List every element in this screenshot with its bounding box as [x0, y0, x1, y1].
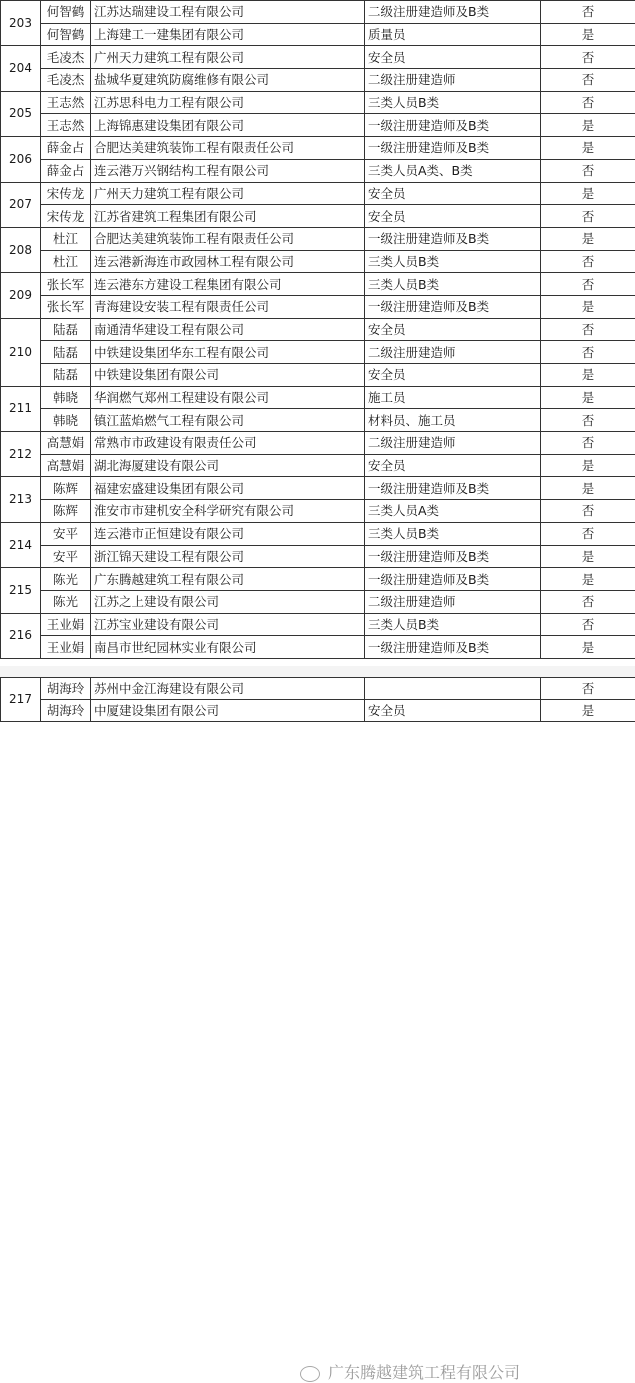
role-category: 安全员: [365, 46, 541, 69]
status-flag: 否: [541, 678, 635, 700]
company-name: 广州天力建筑工程有限公司: [91, 46, 365, 69]
company-name: 江苏之上建设有限公司: [91, 590, 365, 613]
table-row: [1, 250, 635, 273]
role-category: 二级注册建造师: [365, 341, 541, 364]
role-category: 一级注册建造师及B类: [365, 636, 541, 659]
company-name: 合肥达美建筑装饰工程有限责任公司: [91, 137, 365, 160]
row-number: 217: [1, 678, 41, 722]
status-flag: 否: [541, 1, 635, 24]
wechat-icon: [300, 1366, 320, 1382]
table-row: [1, 700, 635, 722]
company-name: 南昌市世纪园林实业有限公司: [91, 636, 365, 659]
table-row: [1, 46, 635, 69]
role-category: 三类人员B类: [365, 522, 541, 545]
table-row: [1, 159, 635, 182]
role-category: 二级注册建造师: [365, 432, 541, 455]
person-name: 高慧娟: [41, 454, 91, 477]
table-row: [1, 205, 635, 228]
company-name: 连云港万兴钢结构工程有限公司: [91, 159, 365, 182]
role-category: 一级注册建造师及B类: [365, 227, 541, 250]
watermark: [300, 1360, 520, 1383]
person-name: 宋传龙: [41, 182, 91, 205]
company-name: 连云港市正恒建设有限公司: [91, 522, 365, 545]
row-number: 209: [1, 273, 41, 318]
person-name: 陆磊: [41, 364, 91, 387]
status-flag: 否: [541, 613, 635, 636]
person-name: 高慧娟: [41, 432, 91, 455]
status-flag: 否: [541, 500, 635, 523]
person-name: 胡海玲: [41, 700, 91, 722]
status-flag: 是: [541, 636, 635, 659]
table-row: [1, 182, 635, 205]
table-row: [1, 432, 635, 455]
company-name: 华润燃气郑州工程建设有限公司: [91, 386, 365, 409]
person-name: 韩晓: [41, 386, 91, 409]
company-name: 青海建设安装工程有限责任公司: [91, 295, 365, 318]
table-row: [1, 273, 635, 296]
table-row: [1, 454, 635, 477]
status-flag: 是: [541, 364, 635, 387]
row-number: 211: [1, 386, 41, 431]
status-flag: 是: [541, 386, 635, 409]
row-number: 216: [1, 613, 41, 658]
person-name: 何智鹤: [41, 1, 91, 24]
company-name: 浙江锦天建设工程有限公司: [91, 545, 365, 568]
role-category: 二级注册建造师: [365, 69, 541, 92]
row-number: 205: [1, 91, 41, 136]
company-name: 广州天力建筑工程有限公司: [91, 182, 365, 205]
table-row: [1, 1, 635, 24]
status-flag: 否: [541, 273, 635, 296]
role-category: 二级注册建造师: [365, 590, 541, 613]
table-row: [1, 613, 635, 636]
table-row: [1, 409, 635, 432]
table-row: [1, 295, 635, 318]
role-category: 一级注册建造师及B类: [365, 137, 541, 160]
company-name: 中厦建设集团有限公司: [91, 700, 365, 722]
company-name: 湖北海厦建设有限公司: [91, 454, 365, 477]
next-page-rows: [0, 677, 635, 722]
company-name: 盐城华夏建筑防腐维修有限公司: [91, 69, 365, 92]
table-row: [1, 23, 635, 46]
table-row: [1, 477, 635, 500]
person-name: 陈光: [41, 590, 91, 613]
table-row: [1, 590, 635, 613]
status-flag: 否: [541, 522, 635, 545]
page-gap: [0, 666, 635, 677]
status-flag: 是: [541, 454, 635, 477]
person-name: 安平: [41, 545, 91, 568]
company-name: 福建宏盛建设集团有限公司: [91, 477, 365, 500]
status-flag: 否: [541, 409, 635, 432]
role-category: 安全员: [365, 318, 541, 341]
role-category: 安全员: [365, 364, 541, 387]
role-category: 一级注册建造师及B类: [365, 114, 541, 137]
role-category: 三类人员B类: [365, 250, 541, 273]
table-row: [1, 91, 635, 114]
role-category: 三类人员A类: [365, 500, 541, 523]
company-name: 常熟市市政建设有限责任公司: [91, 432, 365, 455]
person-name: 薛金占: [41, 137, 91, 160]
status-flag: 否: [541, 91, 635, 114]
table-row: [1, 114, 635, 137]
status-flag: 是: [541, 700, 635, 722]
person-name: 王业娟: [41, 613, 91, 636]
role-category: 三类人员A类、B类: [365, 159, 541, 182]
row-number: 214: [1, 522, 41, 567]
role-category: 三类人员B类: [365, 613, 541, 636]
role-category: 安全员: [365, 205, 541, 228]
person-name: 陆磊: [41, 318, 91, 341]
status-flag: 是: [541, 23, 635, 46]
company-name: 南通清华建设工程有限公司: [91, 318, 365, 341]
status-flag: 否: [541, 250, 635, 273]
watermark-text: 广东腾越建筑工程有限公司: [328, 1363, 520, 1382]
status-flag: 是: [541, 477, 635, 500]
status-flag: 否: [541, 590, 635, 613]
status-flag: 否: [541, 432, 635, 455]
role-category: 安全员: [365, 700, 541, 722]
status-flag: 否: [541, 318, 635, 341]
row-number: 212: [1, 432, 41, 477]
row-number: 204: [1, 46, 41, 91]
company-name: 苏州中金江海建设有限公司: [91, 678, 365, 700]
table-row: [1, 364, 635, 387]
person-name: 张长军: [41, 273, 91, 296]
role-category: 质量员: [365, 23, 541, 46]
status-flag: 否: [541, 341, 635, 364]
company-name: 江苏省建筑工程集团有限公司: [91, 205, 365, 228]
status-flag: 否: [541, 205, 635, 228]
company-name: 江苏思科电力工程有限公司: [91, 91, 365, 114]
table-row: [1, 500, 635, 523]
company-name: 江苏宝业建设有限公司: [91, 613, 365, 636]
table-row: [1, 137, 635, 160]
role-category: 一级注册建造师及B类: [365, 568, 541, 591]
role-category: 施工员: [365, 386, 541, 409]
person-name: 王业娟: [41, 636, 91, 659]
company-name: 中铁建设集团华东工程有限公司: [91, 341, 365, 364]
company-name: 上海建工一建集团有限公司: [91, 23, 365, 46]
role-category: 二级注册建造师及B类: [365, 1, 541, 24]
person-name: 安平: [41, 522, 91, 545]
role-category: 安全员: [365, 454, 541, 477]
person-name: 陈辉: [41, 500, 91, 523]
person-name: 毛凌杰: [41, 46, 91, 69]
table-row: [1, 386, 635, 409]
company-name: 淮安市市建机安全科学研究有限公司: [91, 500, 365, 523]
company-name: 合肥达美建筑装饰工程有限责任公司: [91, 227, 365, 250]
status-flag: 是: [541, 227, 635, 250]
personnel-table: [0, 0, 635, 659]
person-name: 韩晓: [41, 409, 91, 432]
row-number: 210: [1, 318, 41, 386]
company-name: 上海锦惠建设集团有限公司: [91, 114, 365, 137]
status-flag: 否: [541, 159, 635, 182]
status-flag: 否: [541, 69, 635, 92]
row-number: 207: [1, 182, 41, 227]
person-name: 何智鹤: [41, 23, 91, 46]
row-number: 203: [1, 1, 41, 46]
status-flag: 是: [541, 568, 635, 591]
role-category: 三类人员B类: [365, 273, 541, 296]
company-name: 广东腾越建筑工程有限公司: [91, 568, 365, 591]
table-row: [1, 678, 635, 700]
person-name: 毛凌杰: [41, 69, 91, 92]
role-category: 一级注册建造师及B类: [365, 477, 541, 500]
status-flag: 是: [541, 114, 635, 137]
table-row: [1, 522, 635, 545]
row-number: 215: [1, 568, 41, 613]
row-number: 208: [1, 227, 41, 272]
table-row: [1, 568, 635, 591]
table-row: [1, 545, 635, 568]
role-category: 一级注册建造师及B类: [365, 545, 541, 568]
person-name: 陈光: [41, 568, 91, 591]
company-name: 镇江蓝焰燃气工程有限公司: [91, 409, 365, 432]
person-name: 王志然: [41, 114, 91, 137]
row-number: 213: [1, 477, 41, 522]
company-name: 连云港新海连市政园林工程有限公司: [91, 250, 365, 273]
next-page-table: [0, 677, 635, 722]
role-category: 三类人员B类: [365, 91, 541, 114]
status-flag: 否: [541, 46, 635, 69]
table-row: [1, 69, 635, 92]
table-row: [1, 341, 635, 364]
role-category: 安全员: [365, 182, 541, 205]
person-name: 胡海玲: [41, 678, 91, 700]
status-flag: 是: [541, 182, 635, 205]
person-name: 杜江: [41, 250, 91, 273]
person-name: 王志然: [41, 91, 91, 114]
person-name: 杜江: [41, 227, 91, 250]
person-name: 宋传龙: [41, 205, 91, 228]
person-name: 薛金占: [41, 159, 91, 182]
status-flag: 是: [541, 545, 635, 568]
table-row: [1, 227, 635, 250]
company-name: 江苏达瑞建设工程有限公司: [91, 1, 365, 24]
person-name: 陈辉: [41, 477, 91, 500]
person-name: 陆磊: [41, 341, 91, 364]
company-name: 中铁建设集团有限公司: [91, 364, 365, 387]
row-number: 206: [1, 137, 41, 182]
table-row: [1, 318, 635, 341]
company-name: 连云港东方建设工程集团有限公司: [91, 273, 365, 296]
role-category: 材料员、施工员: [365, 409, 541, 432]
role-category: 一级注册建造师及B类: [365, 295, 541, 318]
person-name: 张长军: [41, 295, 91, 318]
role-category: [365, 678, 541, 700]
table-row: [1, 636, 635, 659]
status-flag: 是: [541, 137, 635, 160]
status-flag: 是: [541, 295, 635, 318]
